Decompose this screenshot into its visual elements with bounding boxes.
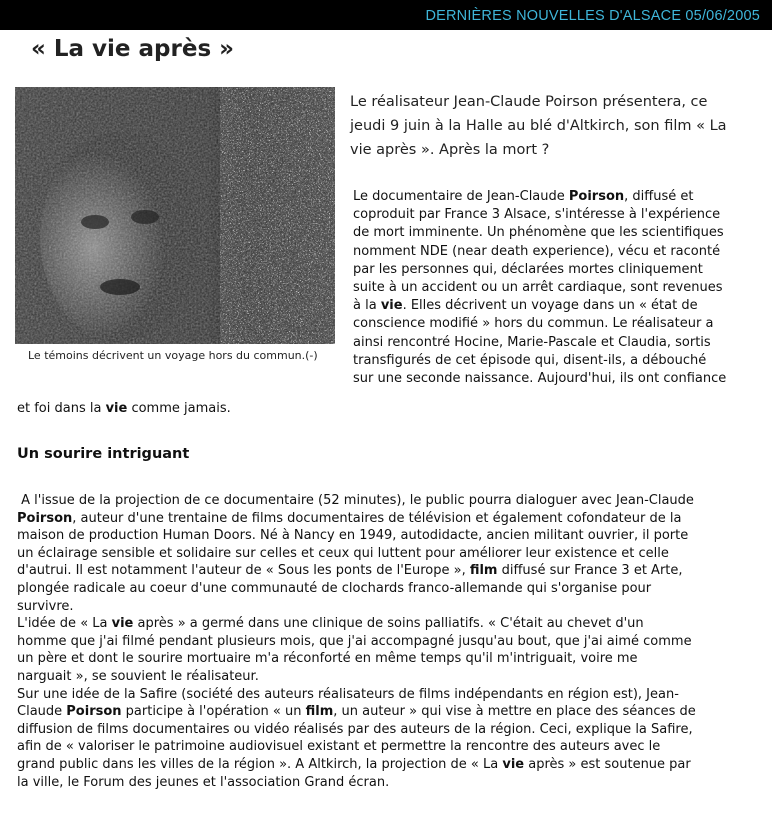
photo-caption: Le témoins décrivent un voyage hors du commun.(-) bbox=[28, 349, 318, 362]
newspaper-clipping bbox=[0, 30, 772, 835]
text-line: Poirson, auteur d'une trentaine de films documentaires de télévision et également cofondateur de la bbox=[17, 510, 682, 526]
article-paragraph-2 bbox=[17, 492, 762, 791]
lead-line: Le réalisateur Jean-Claude Poirson présentera, ce bbox=[350, 94, 708, 110]
lead-line: vie après ». Après la mort ? bbox=[350, 142, 550, 158]
article-photo bbox=[15, 87, 335, 344]
text-line: sur une seconde naissance. Aujourd'hui, ils ont confiance bbox=[353, 371, 727, 387]
text-line: nomment NDE (near death experience), vécu et raconté bbox=[353, 243, 721, 259]
text-line: homme que j'ai filmé pendant plusieurs mois, que j'ai accompagné jusqu'au bout, que j'ai aimé comme bbox=[17, 633, 692, 649]
text-line: un éclairage sensible et solidaire sur celles et ceux qui luttent pour améliorer leur existence et celle bbox=[17, 545, 669, 561]
text-line: d'autrui. Il est notamment l'auteur de « Sous les ponts de l'Europe », film diffusé sur France 3 et Arte, bbox=[17, 563, 683, 579]
text-line: diffusion de films documentaires ou vidéo réalisés par des auteurs de la région. Ceci, explique la Safire, bbox=[17, 721, 693, 737]
article-paragraph-1 bbox=[353, 188, 763, 388]
text-line: grand public dans les villes de la région ». A Altkirch, la projection de « La vie après » est soutenue par bbox=[17, 756, 691, 772]
text-line: par les personnes qui, déclarées mortes cliniquement bbox=[353, 261, 703, 277]
text-line: la ville, le Forum des jeunes et l'association Grand écran. bbox=[17, 774, 390, 790]
text-line: Le documentaire de Jean-Claude Poirson, diffusé et bbox=[353, 189, 694, 204]
text-line: plongée radicale au coeur d'une communauté de clochards franco-allemande qui s'organise pour bbox=[17, 580, 652, 596]
article-subheading: Un sourire intriguant bbox=[17, 446, 190, 462]
text-line: à la vie. Elles décrivent un voyage dans un « état de bbox=[353, 298, 698, 314]
article-title: « La vie après » bbox=[31, 36, 235, 62]
lead-line: jeudi 9 juin à la Halle au blé d'Altkirch, son film « La bbox=[350, 118, 727, 134]
text-line: Claude Poirson participe à l'opération « un film, un auteur » qui vise à mettre en place des séances de bbox=[17, 704, 696, 720]
text-line: ainsi rencontré Hocine, Marie-Pascale et Claudia, sortis bbox=[353, 334, 711, 350]
text-line: maison de production Human Doors. Né à Nancy en 1949, autodidacte, ancien militant ouvrier, il porte bbox=[17, 528, 689, 544]
page-header bbox=[0, 0, 772, 30]
text-line: narguait », se souvient le réalisateur. bbox=[17, 668, 259, 684]
text-line: de mort imminente. Un phénomène que les scientifiques bbox=[353, 225, 724, 241]
text-line: coproduit par France 3 Alsace, s'intéresse à l'expérience bbox=[353, 207, 721, 223]
text-line: L'idée de « La vie après » a germé dans une clinique de soins palliatifs. « C'était au chevet d'un bbox=[17, 616, 644, 632]
portrait-photo bbox=[15, 87, 335, 344]
text-line: suite à un accident ou un arrêt cardiaque, sont revenues bbox=[353, 280, 723, 296]
article-paragraph-1-end: et foi dans la vie comme jamais. bbox=[17, 401, 231, 416]
text-line: A l'issue de la projection de ce documentaire (52 minutes), le public pourra dialoguer avec Jean-Claude bbox=[21, 493, 694, 508]
text-line: un père et dont le sourire mortuaire m'a réconforté en même temps qu'il m'intriguait, voire me bbox=[17, 651, 638, 667]
text-line: Sur une idée de la Safire (société des auteurs réalisateurs de films indépendants en région est), Jean- bbox=[17, 686, 679, 702]
text-line: survivre. bbox=[17, 598, 74, 614]
text-line: afin de « valoriser le patrimoine audiovisuel existant et permettre la rencontre des auteurs avec le bbox=[17, 739, 661, 755]
source-and-date: DERNIÈRES NOUVELLES D'ALSACE 05/06/2005 bbox=[425, 8, 760, 24]
article-lead bbox=[350, 90, 760, 162]
text-line: conscience modifié » hors du commun. Le réalisateur a bbox=[353, 316, 714, 332]
text-line: transfigurés de cet épisode qui, disent-ils, a débouché bbox=[353, 352, 707, 368]
